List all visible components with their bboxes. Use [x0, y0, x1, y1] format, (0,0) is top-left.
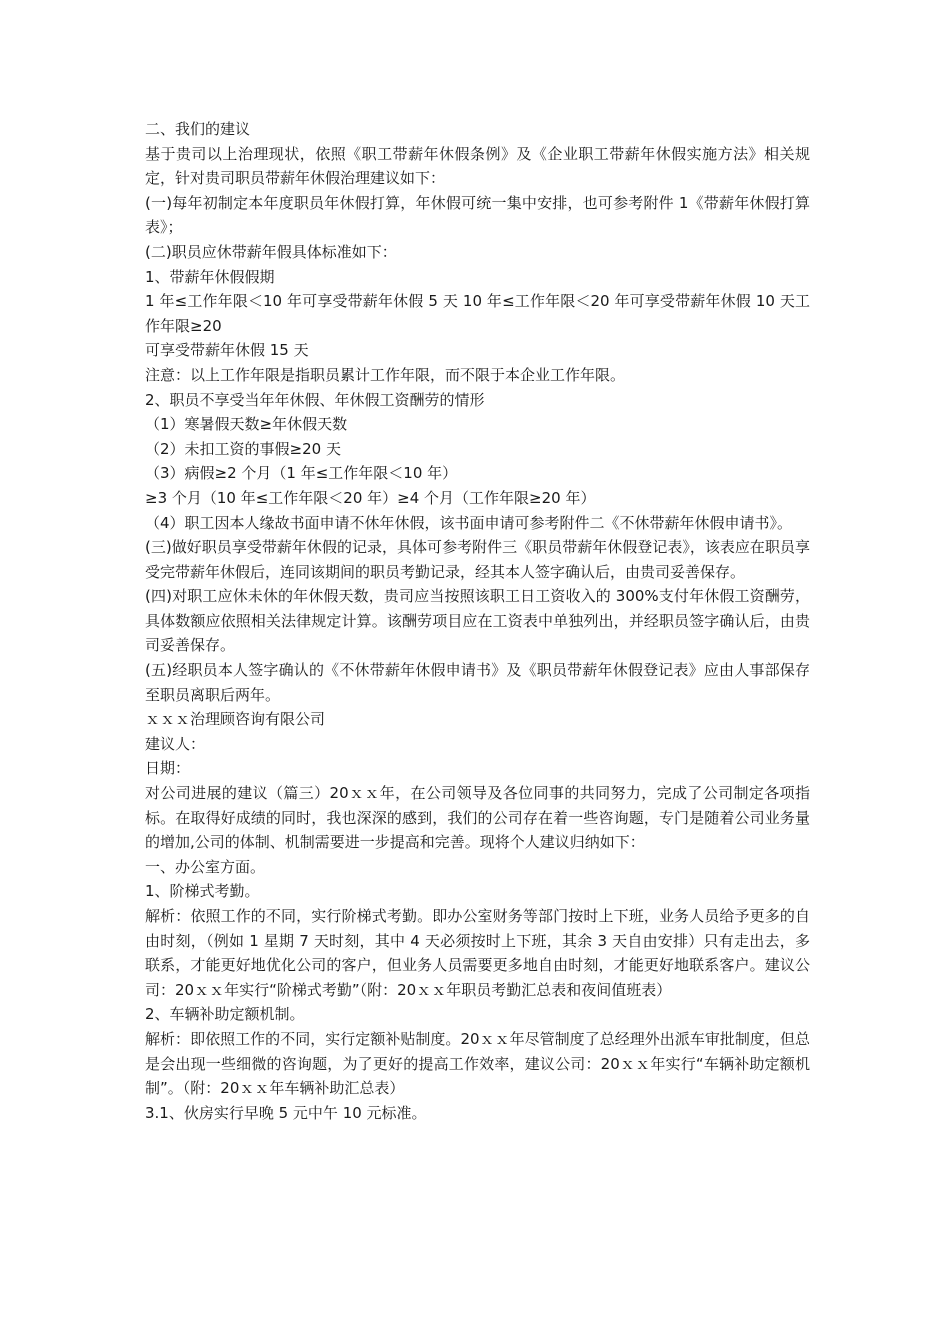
paragraph: 1 年≤工作年限＜10 年可享受带薪年休假 5 天 10 年≤工作年限＜20 年可享受带薪年休假 10 天工作年限≥20	[145, 292, 810, 335]
document-body	[145, 117, 810, 1125]
date-label: 日期：	[145, 759, 191, 778]
paragraph: （3）病假≥2 个月（1 年≤工作年限＜10 年）	[145, 464, 458, 483]
paragraph: 2、职员不享受当年年休假、年休假工资酬劳的情形	[145, 390, 485, 409]
paragraph: ≥3 个月（10 年≤工作年限＜20 年）≥4 个月（工作年限≥20 年）	[145, 488, 596, 507]
paragraph: 解析：即依照工作的不同，实行定额补贴制度。20ｘｘ年尽管制度了总经理外出派车审批制度，但总是会出现一些细微的咨询题，为了更好的提高工作效率，建议公司：20ｘｘ年实行“车辆补助定额机制”。（附：20ｘｘ年车辆补助汇总表）	[145, 1029, 810, 1098]
section-heading: 一、办公室方面。	[145, 857, 266, 876]
paragraph: 解析：依照工作的不同，实行阶梯式考勤。即办公室财务等部门按时上下班，业务人员给予更多的自由时刻，（例如 1 星期 7 天时刻，其中 4 天必须按时上下班，其余 3 天自由安排）只有走出去，多联系，才能更好地优化公司的客户，但业务人员需要更多地自由时刻，才能更好地联系客户。建议公司：20ｘｘ年实行“阶梯式考勤”（附：20ｘｘ年职员考勤汇总表和夜间值班表）	[145, 907, 810, 999]
paragraph: 1、带薪年休假假期	[145, 267, 275, 286]
paragraph: (四)对职工应休未休的年休假天数，贵司应当按照该职工日工资收入的 300%支付年休假工资酬劳，具体数额应依照相关法律规定计算。该酬劳项目应在工资表中单独列出，并经职员签字确认后，由贵司妥善保存。	[145, 587, 810, 655]
paragraph: (五)经职员本人签字确认的《不休带薪年休假申请书》及《职员带薪年休假登记表》应由人事部保存至职员离职后两年。	[145, 661, 810, 704]
paragraph: (一)每年初制定本年度职员年休假打算，年休假可统一集中安排，也可参考附件 1《带薪年休假打算表》；	[145, 193, 810, 237]
paragraph: 可享受带薪年休假 15 天	[145, 341, 309, 360]
paragraph: （1）寒暑假天数≥年休假天数	[145, 415, 348, 434]
paragraph: （4）职工因本人缘故书面申请不休年休假，该书面申请可参考附件二《不休带薪年休假申请书》。	[145, 513, 793, 532]
paragraph: (二)职员应休带薪年假具体标准如下：	[145, 242, 397, 261]
paragraph: （2）未扣工资的事假≥20 天	[145, 439, 341, 458]
paragraph: 对公司进展的建议（篇三）20ｘｘ年，在公司领导及各位同事的共同努力，完成了公司制定各项指标。在取得好成绩的同时，我也深深的感到，我们的公司存在着一些咨询题，专门是随着公司业务量的增加,公司的体制、机制需要进一步提高和完善。现将个人建议归纳如下：	[145, 784, 810, 852]
paragraph: 1、阶梯式考勤。	[145, 882, 260, 901]
paragraph: 注意：以上工作年限是指职员累计工作年限，而不限于本企业工作年限。	[145, 365, 626, 384]
paragraph: 3.1、伙房实行早晚 5 元中午 10 元标准。	[145, 1103, 427, 1122]
company-name: ｘｘｘ治理顾咨询有限公司	[145, 710, 326, 729]
paragraph: 2、车辆补助定额机制。	[145, 1005, 305, 1024]
proposer-label: 建议人：	[145, 734, 206, 753]
paragraph: 基于贵司以上治理现状，依照《职工带薪年休假条例》及《企业职工带薪年休假实施方法》相关规定，针对贵司职员带薪年休假治理建议如下：	[145, 144, 810, 188]
section-heading: 二、我们的建议	[145, 120, 251, 138]
paragraph: (三)做好职员享受带薪年休假的记录，具体可参考附件三《职员带薪年休假登记表》，该表应在职员享受完带薪年休假后，连同该期间的职员考勤记录，经其本人签字确认后，由贵司妥善保存。	[145, 538, 810, 581]
